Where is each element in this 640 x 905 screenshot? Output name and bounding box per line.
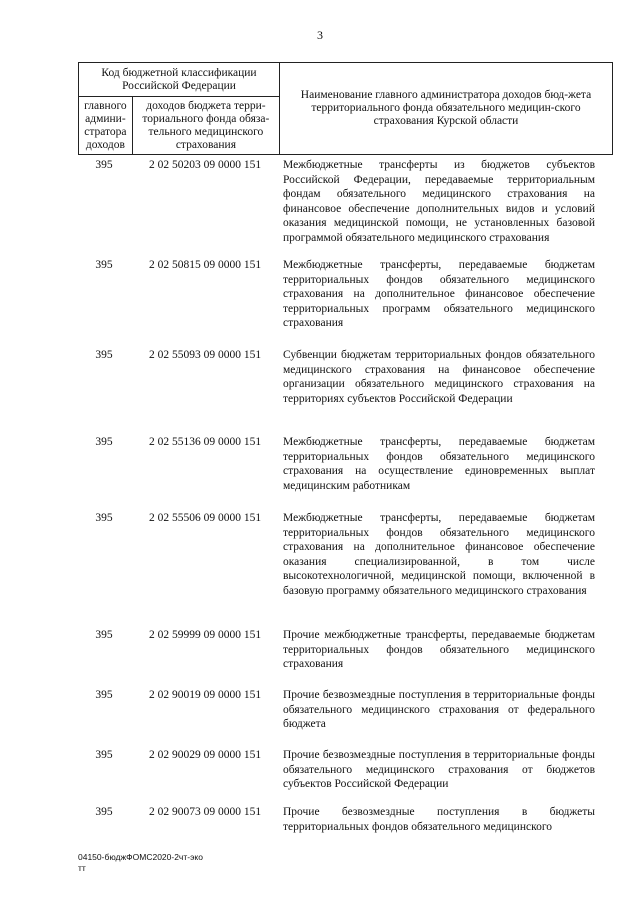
income-name: Прочие безвозмездные поступления в бюджеты территориальных фондов обязательного медицинского xyxy=(283,806,595,833)
income-code: 2 02 90029 09 0000 151 xyxy=(148,749,262,761)
admin-code: 395 xyxy=(95,259,113,271)
income-code: 2 02 90073 09 0000 151 xyxy=(148,806,262,818)
admin-code: 395 xyxy=(95,436,113,448)
income-code: 2 02 59999 09 0000 151 xyxy=(148,629,262,641)
income-name: Прочие межбюджетные трансферты, передаваемые бюджетам территориальных фондов обязательного медицинского страхования xyxy=(283,629,595,670)
admin-header: главного админи-стратора доходов xyxy=(79,97,133,155)
income-code: 2 02 50815 09 0000 151 xyxy=(148,259,262,271)
admin-code: 395 xyxy=(95,689,113,701)
admin-code: 395 xyxy=(95,749,113,761)
income-name: Прочие безвозмездные поступления в территориальные фонды обязательного медицинского страхования от федерального бюджета xyxy=(283,689,595,730)
admin-code: 395 xyxy=(95,806,113,818)
footer-initials: тт xyxy=(78,863,86,873)
admin-code: 395 xyxy=(95,512,113,524)
admin-code: 395 xyxy=(95,629,113,641)
admin-code: 395 xyxy=(95,349,113,361)
income-code: 2 02 55136 09 0000 151 xyxy=(148,436,262,448)
income-name: Межбюджетные трансферты из бюджетов субъектов Российской Федерации, передаваемые территориальным фондам обязательного медицинского страхования на финансовое обеспечение дополнительных видов и условий оказания медицинской помощи, не установленных базовой программой обязательного медицинского страхования xyxy=(283,159,595,244)
income-name: Прочие безвозмездные поступления в территориальные фонды обязательного медицинского страхования от бюджетов субъектов Российской Федерации xyxy=(283,749,595,790)
kbk-header: Код бюджетной классификации Российской Федерации xyxy=(79,63,280,97)
name-header: Наименование главного администратора доходов бюд-жета территориального фонда обязательного медицин-ского страхования Курской области xyxy=(280,63,613,155)
table-header xyxy=(78,62,613,155)
income-name: Межбюджетные трансферты, передаваемые бюджетам территориальных фондов обязательного медицинского страхования на дополнительное финансовое обеспечение территориальных программ обязательного медицинского страхования xyxy=(283,259,595,329)
income-code: 2 02 55506 09 0000 151 xyxy=(148,512,262,524)
income-name: Межбюджетные трансферты, передаваемые бюджетам территориальных фондов обязательного медицинского страхования на осуществление единовременных выплат медицинским работникам xyxy=(283,436,595,492)
income-code: 2 02 90019 09 0000 151 xyxy=(148,689,262,701)
footer xyxy=(78,852,203,874)
page-number: 3 xyxy=(317,28,323,42)
admin-code: 395 xyxy=(95,159,113,171)
income-code: 2 02 55093 09 0000 151 xyxy=(148,349,262,361)
income-name: Межбюджетные трансферты, передаваемые бюджетам территориальных фондов обязательного медицинского страхования на дополнительное финансовое обеспечение оказания специализированной, в том числе высокотехнологичной, медицинской помощи, включенной в базовую программу обязательного медицинского страхования xyxy=(283,512,595,597)
footer-doc-code: 04150-бюджФОМС2020-2чт-эко xyxy=(78,852,203,862)
income-code: 2 02 50203 09 0000 151 xyxy=(148,159,262,171)
income-header: доходов бюджета терри-ториального фонда обяза-тельного медицинского страхования xyxy=(132,97,279,155)
income-name: Субвенции бюджетам территориальных фондов обязательного медицинского страхования на финансовое обеспечение организации обязательного медицинского страхования на территориях субъектов Российской Федерации xyxy=(283,349,595,405)
